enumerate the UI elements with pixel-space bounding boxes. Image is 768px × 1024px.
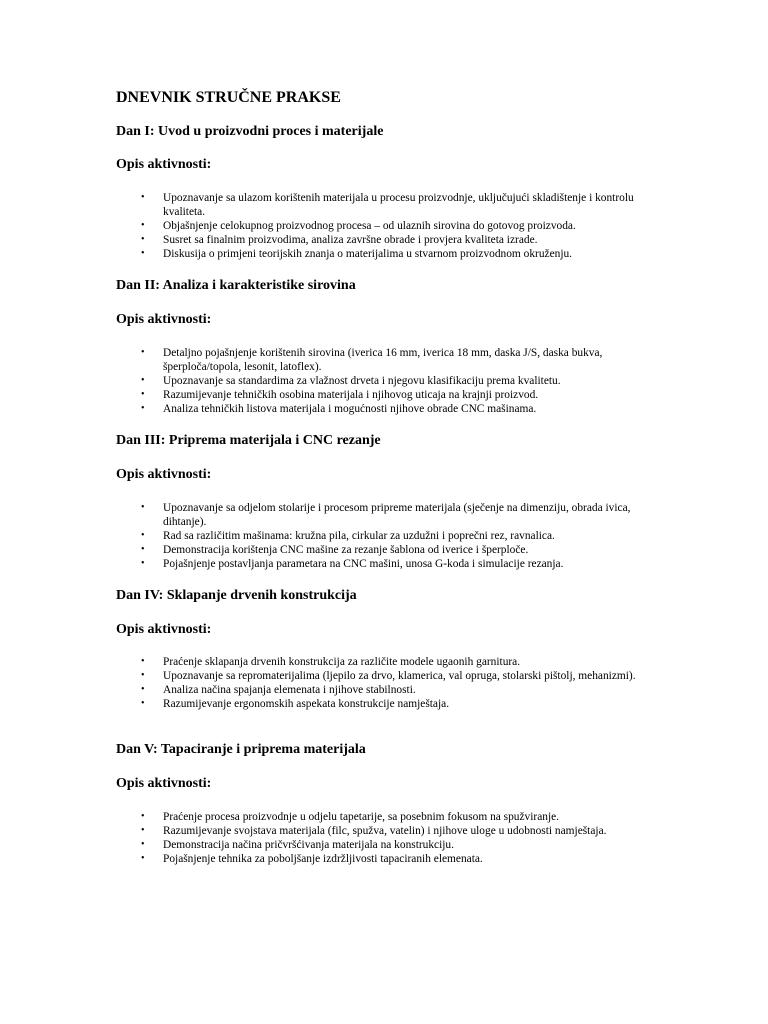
list-item	[116, 388, 656, 402]
list-item	[116, 810, 656, 824]
list-item	[116, 655, 656, 669]
bullet-icon: •	[141, 656, 145, 667]
day-heading: Dan I: Uvod u proizvodni proces i materijale	[116, 124, 384, 139]
activities-label: Opis aktivnosti:	[116, 776, 212, 791]
bullet-icon: •	[141, 853, 145, 864]
activities-list	[116, 655, 656, 711]
bullet-icon: •	[141, 670, 145, 681]
bullet-icon: •	[141, 530, 145, 541]
list-item	[116, 683, 656, 697]
bullet-icon: •	[141, 220, 145, 231]
list-item-text: Razumijevanje tehničkih osobina materijala i njihovog uticaja na krajnji proizvod.	[163, 389, 539, 401]
list-item-text: Upoznavanje sa repromaterijalima (ljepilo za drvo, klamerica, val opruga, stolarski pištolj, mehanizmi).	[163, 670, 636, 682]
list-item-text: Analiza tehničkih listova materijala i mogućnosti njihove obrade CNC mašinama.	[163, 403, 537, 415]
list-item-text: Demonstracija korištenja CNC mašine za rezanje šablona od iverice i šperploče.	[163, 544, 529, 556]
list-item	[116, 697, 656, 711]
list-item	[116, 852, 656, 866]
bullet-icon: •	[141, 192, 145, 203]
list-item-text: Pojašnjenje tehnika za poboljšanje izdržljivosti tapaciranih elemenata.	[163, 853, 483, 865]
list-item	[116, 557, 656, 571]
list-item-text: Praćenje sklapanja drvenih konstrukcija za različite modele ugaonih garnitura.	[163, 656, 521, 668]
list-item	[116, 191, 656, 219]
list-item	[116, 501, 656, 529]
list-item	[116, 247, 656, 261]
list-item	[116, 346, 656, 374]
activities-list	[116, 346, 656, 416]
list-item-text: Analiza načina spajanja elemenata i njihove stabilnosti.	[163, 684, 416, 696]
list-item	[116, 374, 656, 388]
activities-list	[116, 191, 656, 261]
day-heading: Dan III: Priprema materijala i CNC rezanje	[116, 433, 381, 448]
bullet-icon: •	[141, 389, 145, 400]
activities-list	[116, 501, 656, 571]
list-item-text: Susret sa finalnim proizvodima, analiza završne obrade i provjera kvaliteta izrade.	[163, 234, 538, 246]
day-heading: Dan II: Analiza i karakteristike sirovina	[116, 278, 356, 293]
list-item-text: Demonstracija načina pričvršćivanja materijala na konstrukciju.	[163, 839, 454, 851]
bullet-icon: •	[141, 811, 145, 822]
list-item-text: Rad sa različitim mašinama: kružna pila, cirkular za uzdužni i poprečni rez, ravnalica.	[163, 530, 555, 542]
activities-label: Opis aktivnosti:	[116, 157, 212, 172]
activities-label: Opis aktivnosti:	[116, 312, 212, 327]
bullet-icon: •	[141, 347, 145, 358]
document-title: DNEVNIK STRUČNE PRAKSE	[116, 89, 341, 106]
bullet-icon: •	[141, 698, 145, 709]
list-item-text: Diskusija o primjeni teorijskih znanja o materijalima u stvarnom proizvodnom okruženju.	[163, 248, 573, 260]
list-item-text: Objašnjenje celokupnog proizvodnog procesa – od ulaznih sirovina do gotovog proizvoda.	[163, 220, 576, 232]
day-heading: Dan V: Tapaciranje i priprema materijala	[116, 742, 366, 757]
bullet-icon: •	[141, 825, 145, 836]
list-item-text: Upoznavanje sa odjelom stolarije i procesom pripreme materijala (sječenje na dimenziju, obrada ivica, dihtanje).	[163, 502, 631, 528]
bullet-icon: •	[141, 502, 145, 513]
bullet-icon: •	[141, 544, 145, 555]
list-item	[116, 838, 656, 852]
day-heading: Dan IV: Sklapanje drvenih konstrukcija	[116, 588, 357, 603]
list-item	[116, 233, 656, 247]
list-item-text: Razumijevanje svojstava materijala (filc, spužva, vatelin) i njihove uloge u udobnosti namještaja.	[163, 825, 607, 837]
list-item-text: Razumijevanje ergonomskih aspekata konstrukcije namještaja.	[163, 698, 450, 710]
bullet-icon: •	[141, 403, 145, 414]
list-item-text: Pojašnjenje postavljanja parametara na CNC mašini, unosa G-koda i simulacije rezanja.	[163, 558, 564, 570]
activities-label: Opis aktivnosti:	[116, 622, 212, 637]
list-item-text: Praćenje procesa proizvodnje u odjelu tapetarije, sa posebnim fokusom na spužviranje.	[163, 811, 560, 823]
bullet-icon: •	[141, 558, 145, 569]
list-item-text: Upoznavanje sa ulazom korištenih materijala u procesu proizvodnje, uključujući skladištenje i kontrolu kvaliteta.	[163, 192, 634, 218]
list-item	[116, 219, 656, 233]
list-item	[116, 529, 656, 543]
list-item	[116, 824, 656, 838]
list-item-text: Detaljno pojašnjenje korištenih sirovina (iverica 16 mm, iverica 18 mm, daska J/S, daska bukva, šperploča/topola, lesonit, latoflex).	[163, 347, 603, 373]
list-item	[116, 669, 656, 683]
activities-label: Opis aktivnosti:	[116, 467, 212, 482]
bullet-icon: •	[141, 839, 145, 850]
activities-list	[116, 810, 656, 866]
bullet-icon: •	[141, 375, 145, 386]
list-item-text: Upoznavanje sa standardima za vlažnost drveta i njegovu klasifikaciju prema kvalitetu.	[163, 375, 561, 387]
bullet-icon: •	[141, 234, 145, 245]
list-item	[116, 543, 656, 557]
bullet-icon: •	[141, 684, 145, 695]
list-item	[116, 402, 656, 416]
bullet-icon: •	[141, 248, 145, 259]
